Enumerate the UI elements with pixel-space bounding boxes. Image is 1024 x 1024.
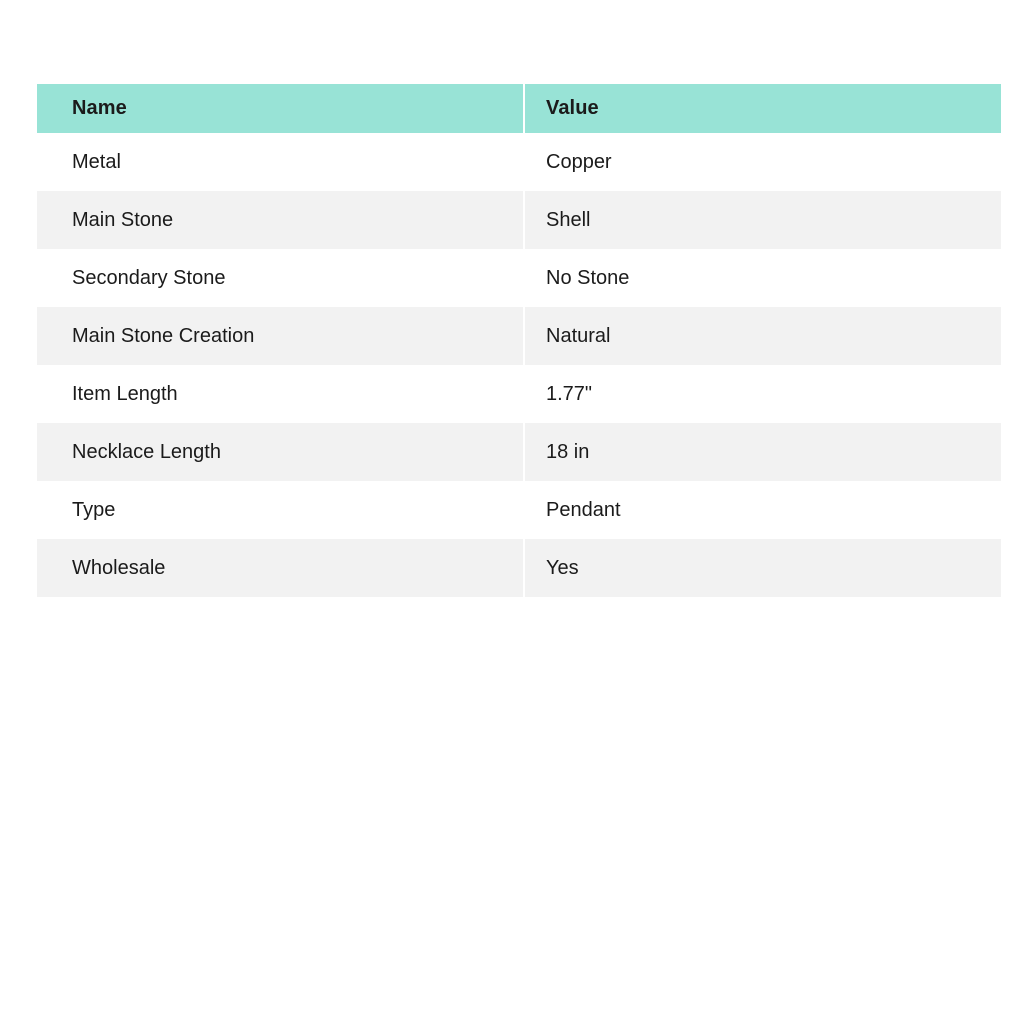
- table-row: [37, 307, 1001, 365]
- spec-name-cell: Metal: [37, 133, 525, 191]
- spec-name-cell: Main Stone: [37, 191, 525, 249]
- table-row: [37, 249, 1001, 307]
- table-row: [37, 365, 1001, 423]
- spec-name-cell: Main Stone Creation: [37, 307, 525, 365]
- spec-value-cell: Natural: [525, 307, 1001, 365]
- spec-value-cell: 18 in: [525, 423, 1001, 481]
- spec-value-cell: No Stone: [525, 249, 1001, 307]
- spec-name-cell: Wholesale: [37, 539, 525, 597]
- spec-value-cell: Pendant: [525, 481, 1001, 539]
- column-header-name: Name: [37, 84, 525, 133]
- spec-value-cell: Copper: [525, 133, 1001, 191]
- spec-value-cell: Shell: [525, 191, 1001, 249]
- specs-table-body: [37, 133, 1001, 597]
- spec-name-cell: Type: [37, 481, 525, 539]
- spec-name-cell: Secondary Stone: [37, 249, 525, 307]
- spec-name-cell: Necklace Length: [37, 423, 525, 481]
- specs-table: [37, 84, 1001, 597]
- table-row: [37, 481, 1001, 539]
- spec-name-cell: Item Length: [37, 365, 525, 423]
- column-header-value: Value: [525, 84, 1001, 133]
- spec-value-cell: Yes: [525, 539, 1001, 597]
- spec-value-cell: 1.77": [525, 365, 1001, 423]
- table-row: [37, 191, 1001, 249]
- table-row: [37, 133, 1001, 191]
- table-row: [37, 539, 1001, 597]
- table-row: [37, 423, 1001, 481]
- header-row: [37, 84, 1001, 133]
- specs-table-header: [37, 84, 1001, 133]
